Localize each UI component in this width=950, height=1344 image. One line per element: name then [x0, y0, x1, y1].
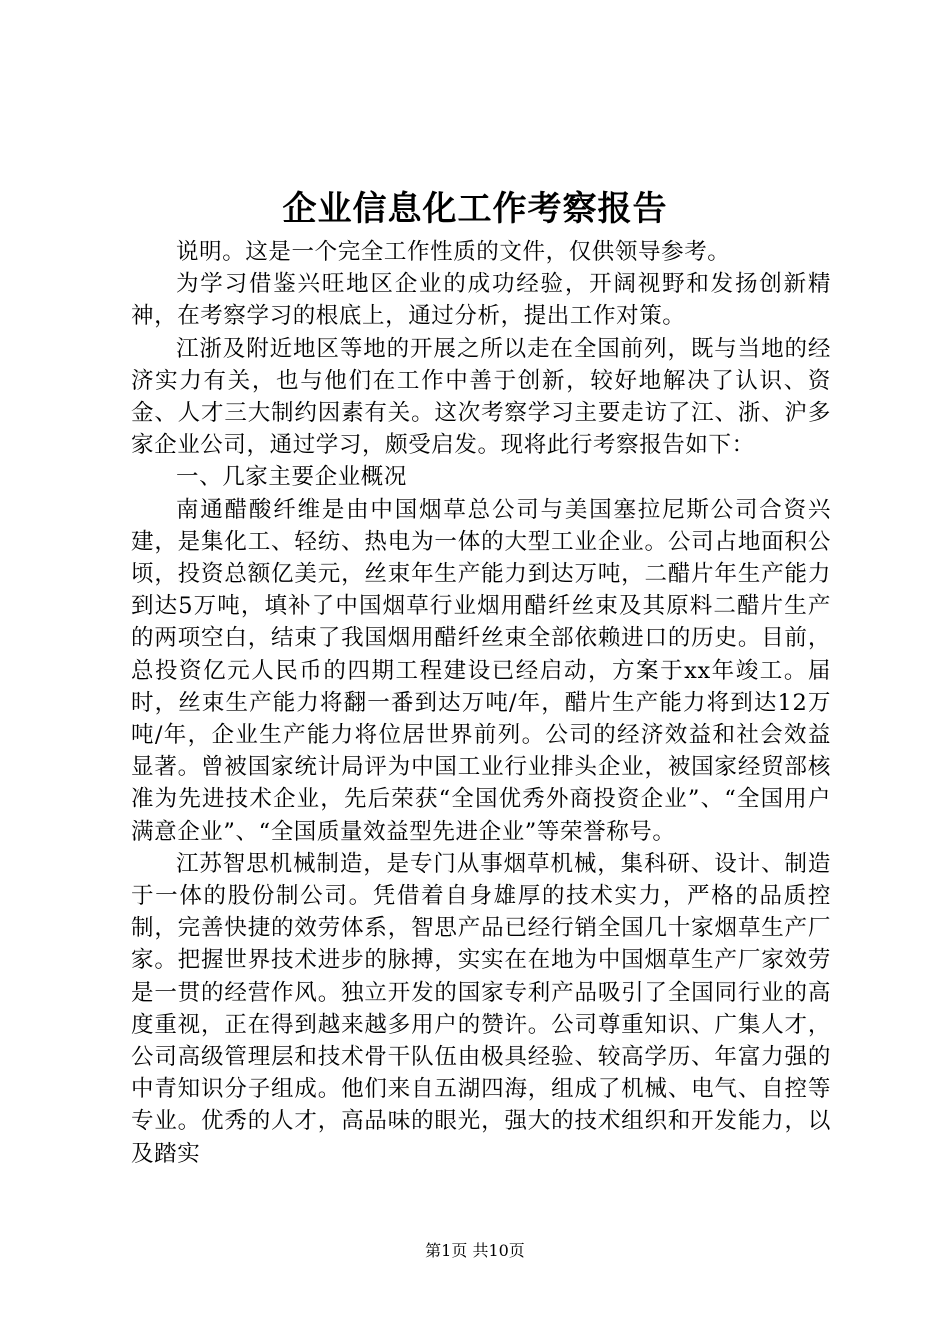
document-title: 企业信息化工作考察报告: [282, 189, 668, 229]
page-footer: 第1页 共10页: [425, 1241, 525, 1260]
paragraph-note: 说明。这是一个完全工作性质的文件，仅供领导参考。: [176, 239, 731, 265]
paragraph-intro: 江浙及附近地区等地的开展之所以走在全国前列，既与当地的经济实力有关，也与他们在工作中善于创新，较好地解决了认识、资金、人才三大制约因素有关。这次考察学习主要走访了江、浙、沪多家企业公司，通过学习，颇受启发。现将此行考察报告如下：: [131, 335, 831, 459]
section-heading: 一、几家主要企业概况: [176, 464, 408, 491]
paragraph-purpose: 为学习借鉴兴旺地区企业的成功经验，开阔视野和发扬创新精神，在考察学习的根底上，通过分析，提出工作对策。: [131, 271, 831, 330]
paragraph-jiangsu: 江苏智思机械制造，是专门从事烟草机械，集科研、设计、制造于一体的股份制公司。凭借着自身雄厚的技术实力，严格的品质控制，完善快捷的效劳体系，智思产品已经行销全国几十家烟草生产厂家。把握世界技术进步的脉搏，实实在在地为中国烟草生产厂家效劳是一贯的经营作风。独立开发的国家专利产品吸引了全国同行业的高度重视，正在得到越来越多用户的赞许。公司尊重知识、广集人才，公司高级管理层和技术骨干队伍由极具经验、较高学历、年富力强的中青知识分子组成。他们来自五湖四海，组成了机械、电气、自控等专业。优秀的人才，高品味的眼光，强大的技术组织和开发能力，以及踏实: [131, 850, 831, 1167]
document-body: [131, 236, 831, 1170]
paragraph-nantong: 南通醋酸纤维是由中国烟草总公司与美国塞拉尼斯公司合资兴建，是集化工、轻纺、热电为一体的大型工业企业。公司占地面积公顷，投资总额亿美元，丝束年生产能力到达万吨，二醋片年生产能力到达5万吨，填补了中国烟草行业烟用醋纤丝束及其原料二醋片生产的两项空白，结束了我国烟用醋纤丝束全部依赖进口的历史。目前，总投资亿元人民币的四期工程建设已经启动，方案于xx年竣工。届时，丝束生产能力将翻一番到达万吨/年，醋片生产能力将到达12万吨/年，企业生产能力将位居世界前列。公司的经济效益和社会效益显著。曾被国家统计局评为中国工业行业排头企业，被国家经贸部核准为先进技术企业，先后荣获“全国优秀外商投资企业”、“全国用户满意企业”、“全国质量效益型先进企业”等荣誉称号。: [131, 496, 831, 845]
